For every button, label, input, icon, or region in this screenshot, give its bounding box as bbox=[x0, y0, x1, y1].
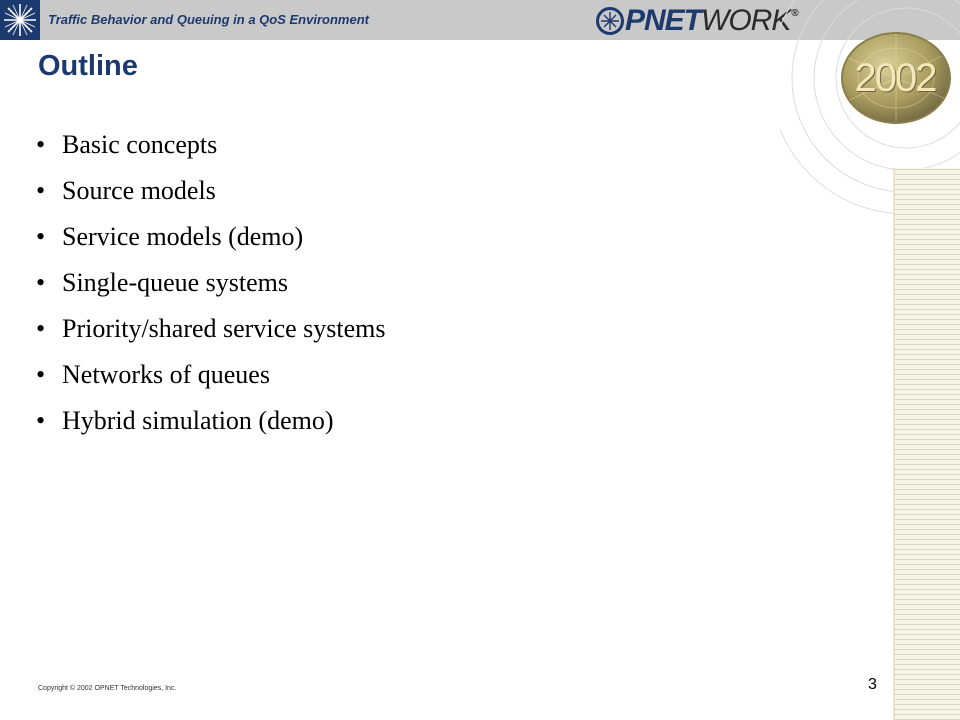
bullet: • bbox=[36, 406, 46, 435]
brand-work-text: WORK bbox=[701, 4, 791, 37]
page-title: Outline bbox=[38, 50, 138, 82]
list-item-text: Source models bbox=[62, 176, 216, 205]
outline-list bbox=[36, 122, 386, 444]
registered-mark: ® bbox=[791, 8, 798, 19]
list-item bbox=[36, 122, 386, 168]
copyright-notice: Copyright © 2002 OPNET Technologies, Inc. bbox=[38, 685, 177, 692]
bullet: • bbox=[36, 130, 46, 159]
list-item bbox=[36, 398, 386, 444]
star-logo-icon bbox=[0, 0, 40, 40]
list-item bbox=[36, 214, 386, 260]
bullet: • bbox=[36, 176, 46, 205]
list-item bbox=[36, 168, 386, 214]
opnet-o-icon bbox=[596, 7, 624, 35]
year-badge: 2002 bbox=[854, 55, 936, 100]
list-item bbox=[36, 260, 386, 306]
bullet: • bbox=[36, 360, 46, 389]
list-item bbox=[36, 306, 386, 352]
bullet: • bbox=[36, 268, 46, 297]
list-item-text: Priority/shared service systems bbox=[62, 314, 386, 343]
list-item-text: Service models (demo) bbox=[62, 222, 304, 251]
list-item-text: Basic concepts bbox=[62, 130, 218, 159]
bullet: • bbox=[36, 314, 46, 343]
list-item-text: Networks of queues bbox=[62, 360, 270, 389]
presentation-subtitle: Traffic Behavior and Queuing in a QoS Environment bbox=[48, 12, 369, 27]
list-item-text: Hybrid simulation (demo) bbox=[62, 406, 334, 435]
opnetwork-logo bbox=[596, 4, 798, 38]
page-number: 3 bbox=[868, 676, 877, 693]
list-item bbox=[36, 352, 386, 398]
bullet: • bbox=[36, 222, 46, 251]
brand-net-text: PNET bbox=[625, 4, 702, 37]
list-item-text: Single-queue systems bbox=[62, 268, 289, 297]
